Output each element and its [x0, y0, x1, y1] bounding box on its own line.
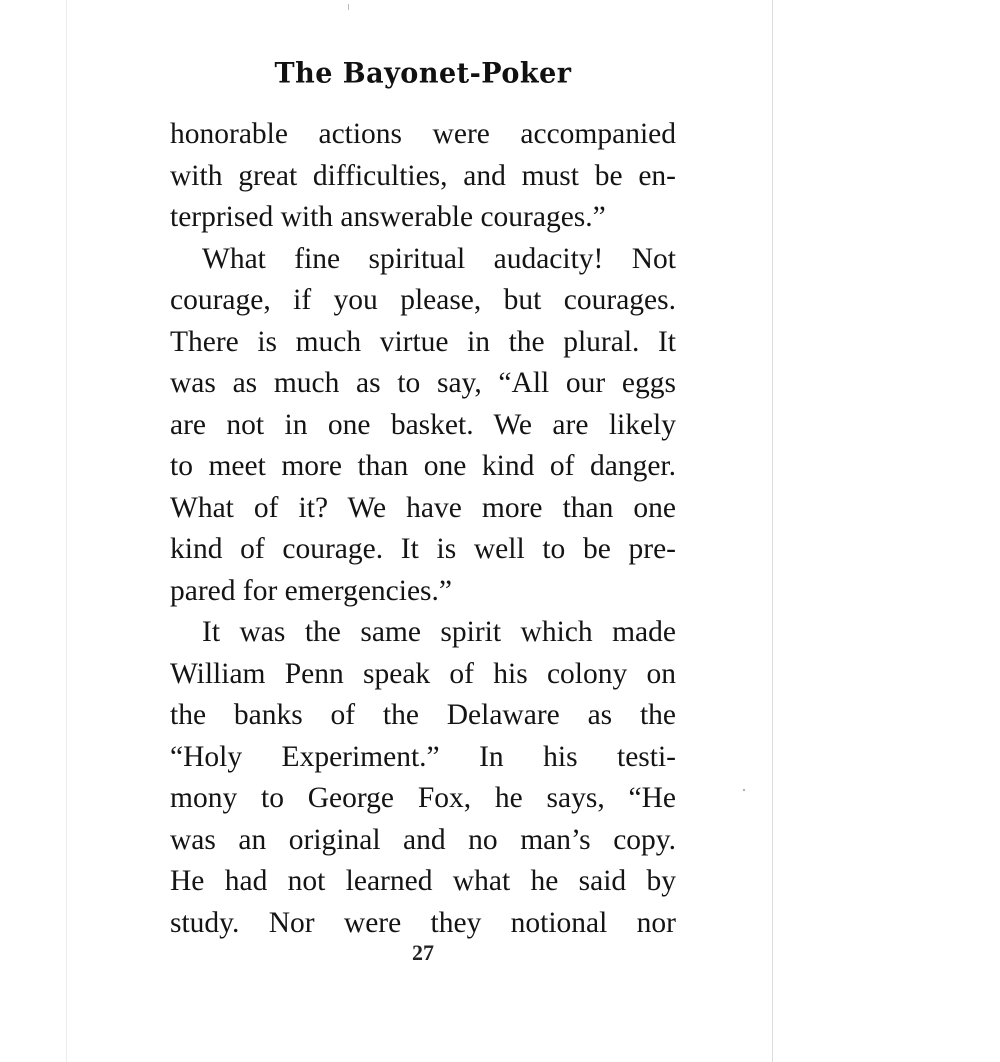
text-line: are not in one basket. We are likely: [170, 408, 676, 441]
text-line: was as much as to say, “All our eggs: [170, 367, 676, 399]
text-line: courage, if you please, but courages.: [170, 284, 676, 316]
text-line: the banks of the Delaware as the: [170, 699, 676, 731]
page-number: 27: [412, 940, 434, 965]
text-line: mony to George Fox, he says, “He: [170, 782, 676, 814]
text-line: “Holy Experiment.” In his testi-: [170, 740, 676, 773]
text-line: to meet more than one kind of danger.: [170, 450, 676, 482]
text-line: honorable actions were accompanied: [170, 118, 676, 150]
text-line: It was the same spirit which made: [202, 616, 676, 648]
running-head: The Bayonet-Poker: [274, 57, 572, 90]
scan-speck: [348, 4, 349, 10]
body-text: [170, 114, 676, 944]
scan-speck: [743, 789, 745, 791]
text-line: kind of courage. It is well to be pre-: [170, 533, 676, 565]
text-line: What of it? We have more than one: [170, 491, 676, 524]
text-line: was an original and no man’s copy.: [170, 823, 676, 856]
text-line: William Penn speak of his colony on: [170, 657, 676, 690]
text-line: He had not learned what he said by: [170, 865, 676, 897]
text-line: study. Nor were they notional nor: [170, 906, 676, 939]
page-edge-left: [66, 0, 67, 1062]
text-line: There is much virtue in the plural. It: [170, 325, 676, 358]
text-line: What fine spiritual audacity! Not: [202, 242, 676, 275]
text-line: pared for emergencies.”: [170, 574, 453, 607]
text-line: with great difficulties, and must be en-: [170, 159, 676, 192]
page-edge-right: [772, 0, 773, 1062]
text-line: terprised with answerable courages.”: [170, 201, 606, 233]
